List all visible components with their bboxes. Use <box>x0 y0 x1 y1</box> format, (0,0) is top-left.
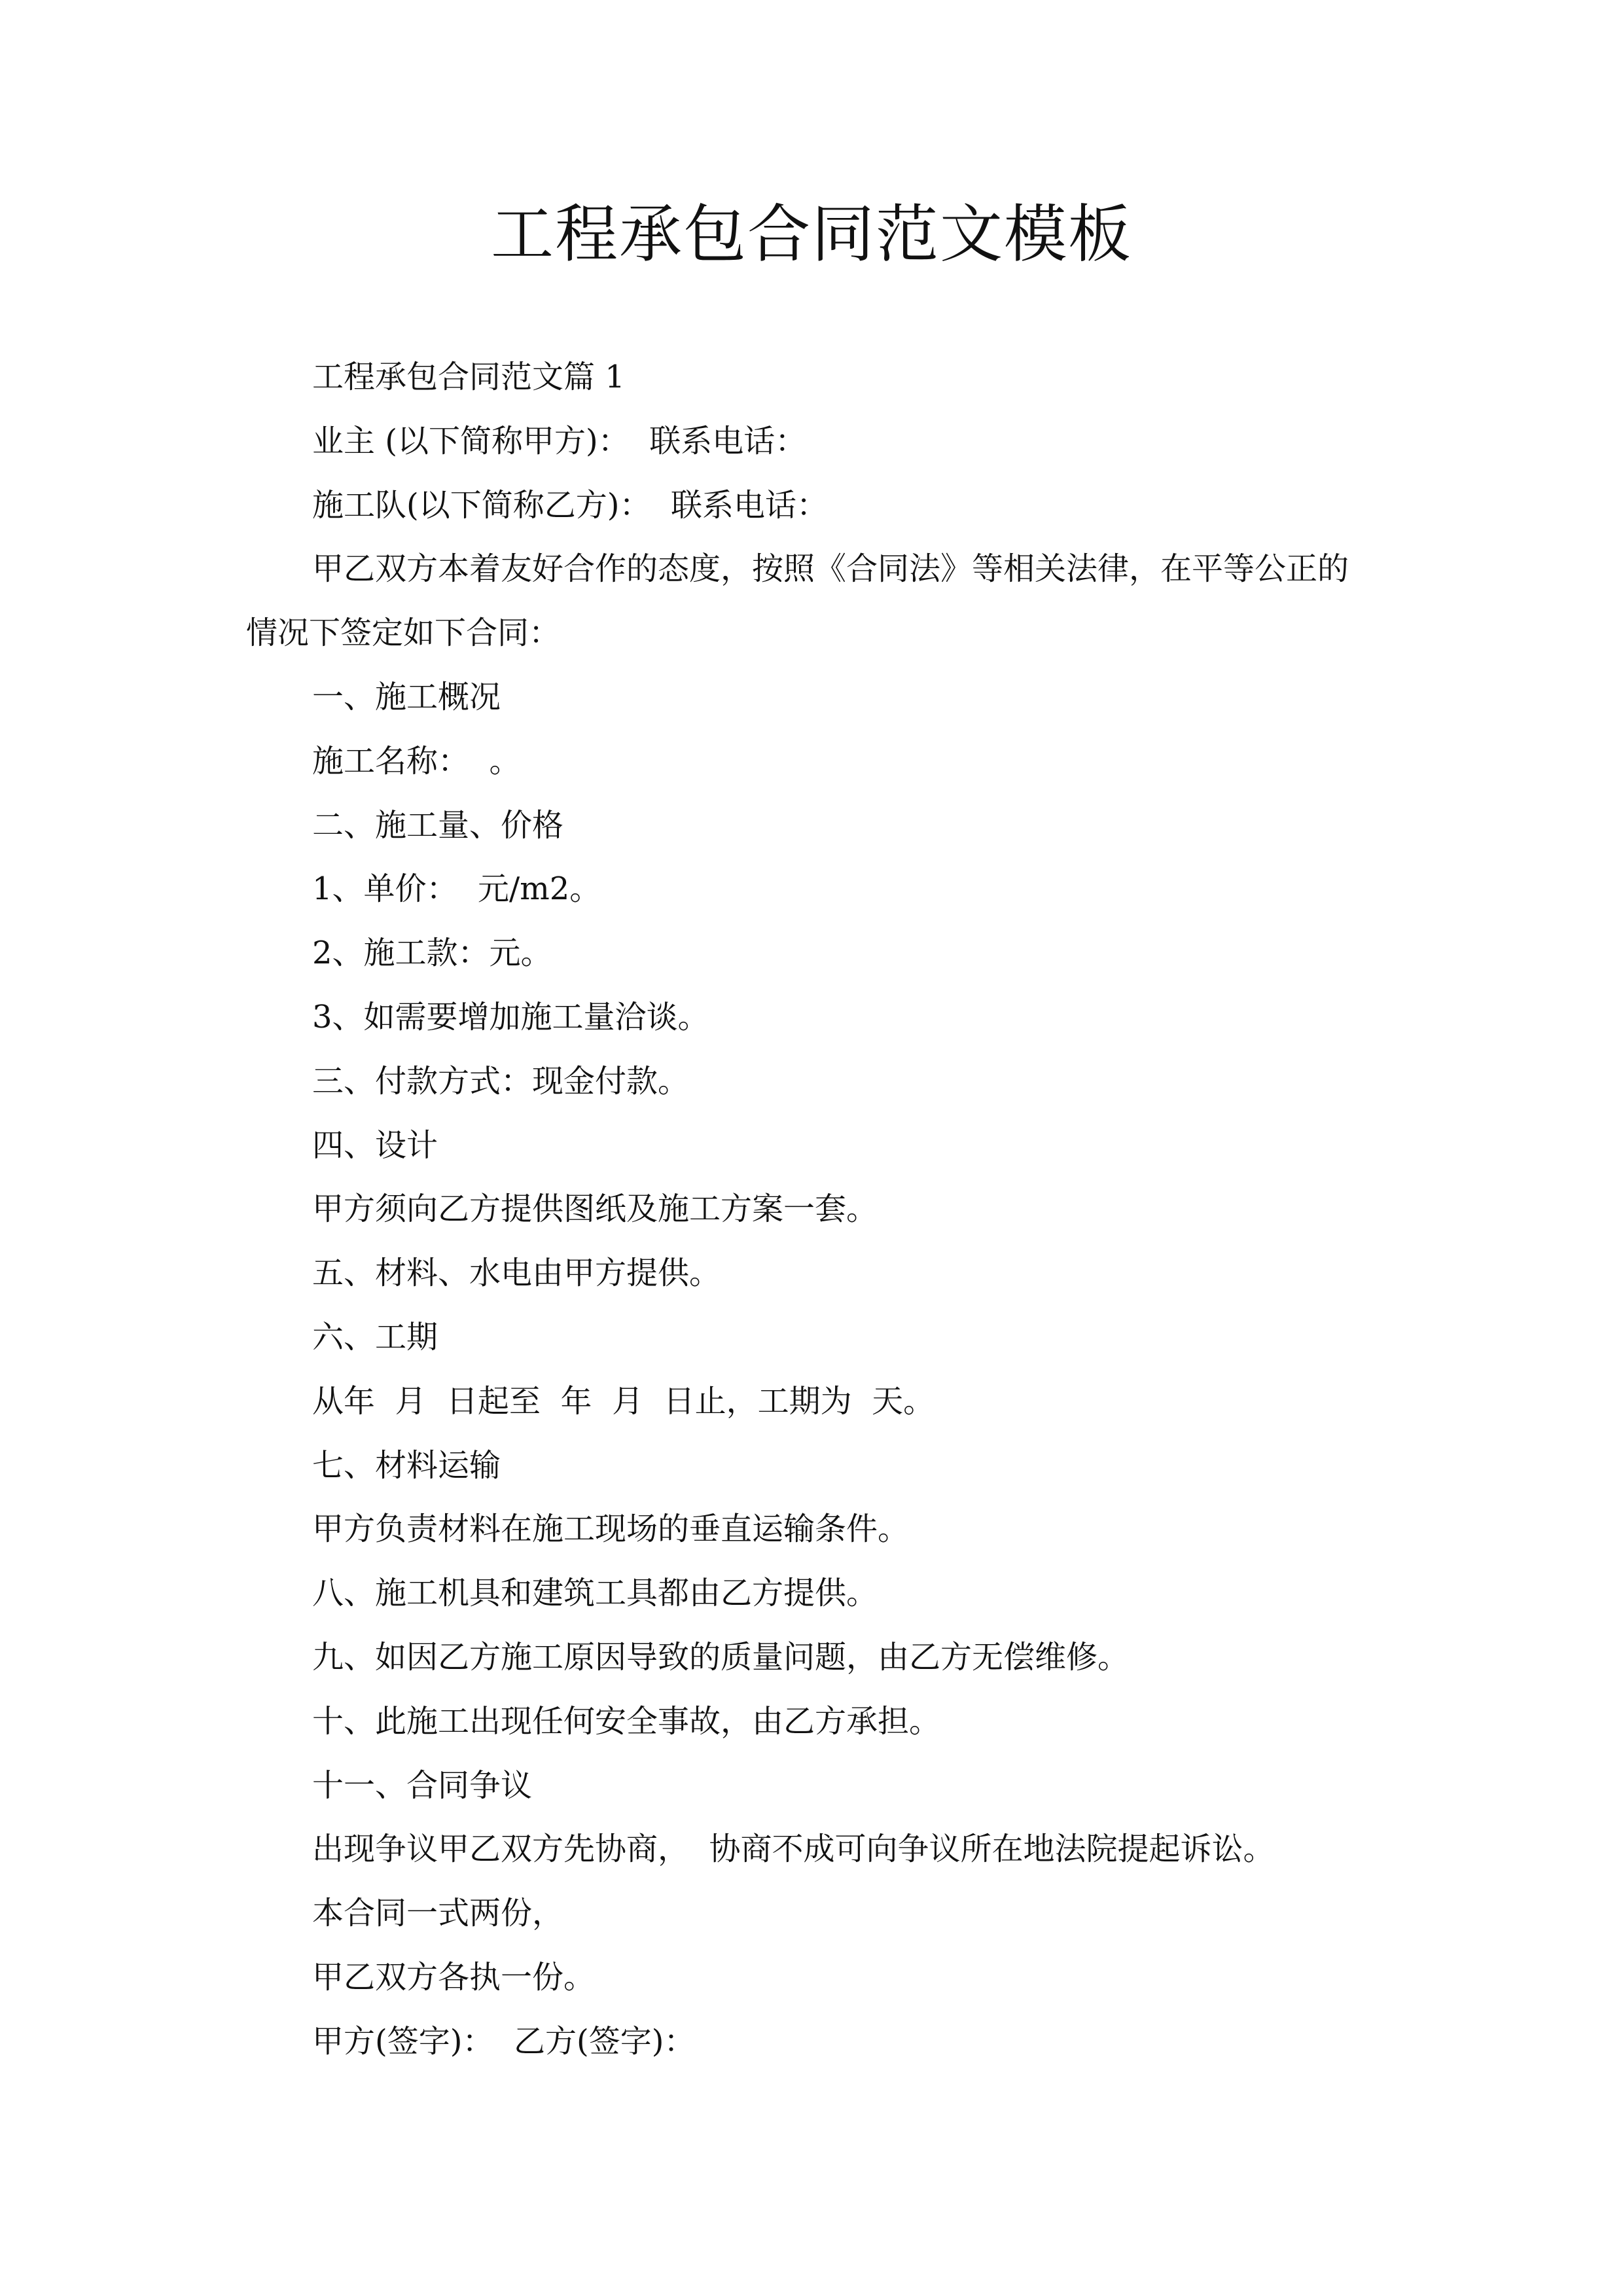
paragraph-line: 三、付款方式：现金付款。 <box>312 1062 690 1100</box>
paragraph-line: 五、材料、水电由甲方提供。 <box>312 1255 721 1292</box>
paragraph-line: 从年 月 日起至 年 月 日止，工期为 天。 <box>312 1382 935 1420</box>
paragraph-line: 施工队(以下简称乙方)： 联系电话： <box>312 486 828 524</box>
paragraph-line: 一、施工概况 <box>312 678 501 715</box>
paragraph-line: 甲乙双方本着友好合作的态度，按照《合同法》等相关法律，在平等公正的 <box>312 550 1349 588</box>
paragraph-line: 业主 (以下简称甲方)： 联系电话： <box>312 422 807 459</box>
paragraph-line: 甲方须向乙方提供图纸及施工方案一套。 <box>312 1191 878 1228</box>
paragraph-line: 十一、合同争议 <box>312 1767 533 1804</box>
document-title: 工程承包合同范文模板 <box>491 198 1132 271</box>
paragraph-line: 本合同一式两份， <box>312 1895 564 1932</box>
paragraph-line: 甲方负责材料在施工现场的垂直运输条件。 <box>312 1511 910 1548</box>
paragraph-line: 甲方(签字)： 乙方(签字)： <box>312 2022 696 2060</box>
paragraph-line: 十、此施工出现任何安全事故，由乙方承担。 <box>312 1702 941 1740</box>
paragraph-line: 二、施工量、价格 <box>312 806 564 844</box>
paragraph-line: 八、施工机具和建筑工具都由乙方提供。 <box>312 1575 878 1612</box>
paragraph-line: 施工名称： 。 <box>312 742 521 780</box>
paragraph-line: 工程承包合同范文篇 1 <box>312 359 625 395</box>
paragraph-line: 九、如因乙方施工原因导致的质量问题，由乙方无偿维修。 <box>312 1638 1130 1676</box>
paragraph-line: 甲乙双方各执一份。 <box>312 1958 596 1996</box>
document-body <box>246 346 1398 2074</box>
paragraph-line: 情况下签定如下合同： <box>246 615 561 652</box>
paragraph-line: 3、如需要增加施工量洽谈。 <box>312 998 709 1035</box>
paragraph-line: 四、设计 <box>312 1126 438 1164</box>
paragraph-line: 出现争议甲乙双方先协商， 协商不成可向争议所在地法院提起诉讼。 <box>312 1831 1275 1868</box>
paragraph-line: 六、工期 <box>312 1318 438 1355</box>
paragraph-line: 2、施工款：元。 <box>312 935 552 972</box>
paragraph-line: 1、单价： 元/m2。 <box>312 870 601 908</box>
paragraph-line: 七、材料运输 <box>312 1446 501 1484</box>
